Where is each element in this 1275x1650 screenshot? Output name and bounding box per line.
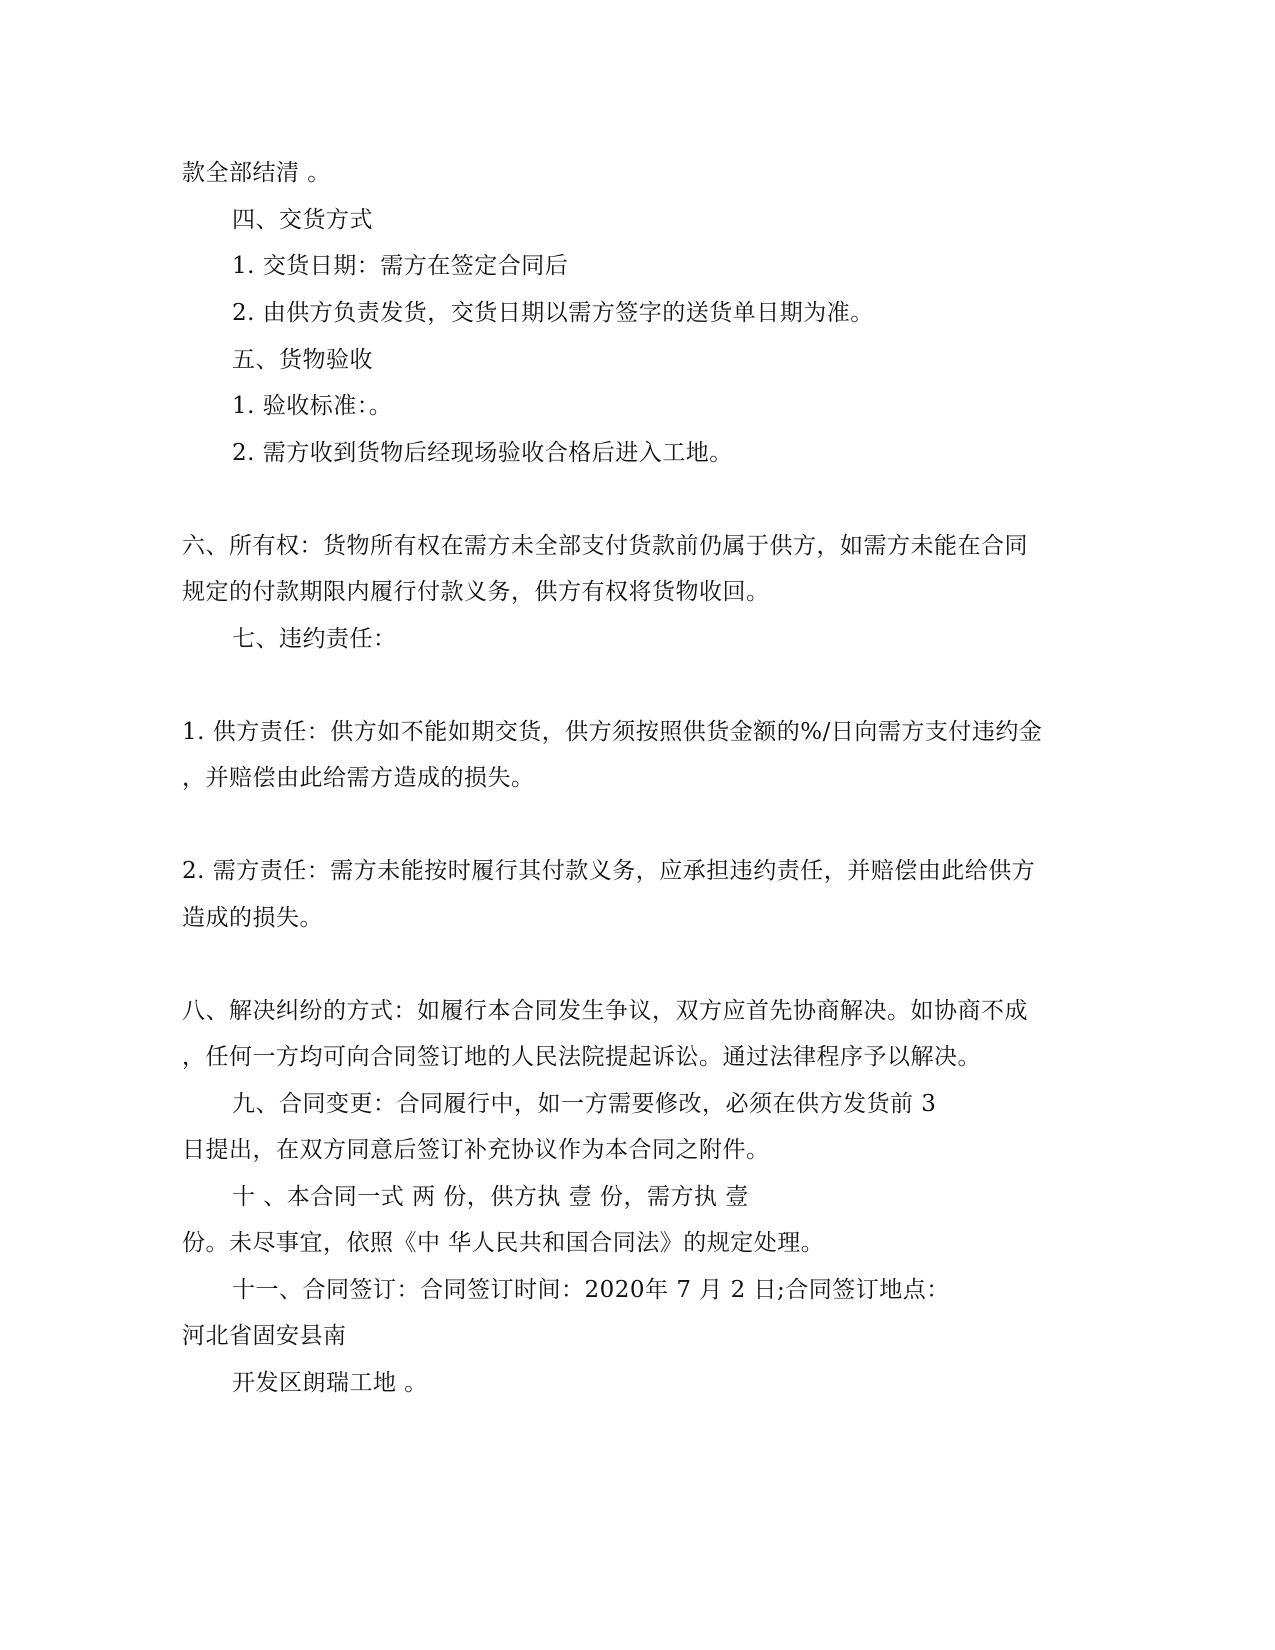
text-line: ，并赔偿由此给需方造成的损失。 bbox=[182, 765, 535, 791]
section-ownership: 六、所有权：货物所有权在需方未全部支付货款前仍属于供方，如需方未能在合同 bbox=[182, 533, 1028, 559]
text-line: 2. 由供方负责发货，交货日期以需方签字的送货单日期为准。 bbox=[232, 300, 874, 326]
section-signing: 十一、合同签订：合同签订时间：2020年 7 月 2 日;合同签订地点： bbox=[232, 1277, 950, 1303]
section-heading-liability: 七、违约责任： bbox=[232, 626, 397, 652]
text-line: 日提出，在双方同意后签订补充协议作为本合同之附件。 bbox=[182, 1137, 770, 1163]
text-line: 2. 需方收到货物后经现场验收合格后进入工地。 bbox=[232, 440, 733, 466]
text-line: 河北省固安县南 bbox=[182, 1323, 347, 1349]
section-copies: 十 、本合同一式 两 份，供方执 壹 份，需方执 壹 bbox=[232, 1184, 749, 1210]
section-disputes: 八、解决纠纷的方式：如履行本合同发生争议，双方应首先协商解决。如协商不成 bbox=[182, 998, 1028, 1024]
text-line: 1. 验收标准：。 bbox=[232, 393, 393, 419]
section-heading-inspection: 五、货物验收 bbox=[232, 347, 373, 373]
text-line: 开发区朗瑞工地 。 bbox=[232, 1370, 428, 1396]
text-line: 造成的损失。 bbox=[182, 905, 323, 931]
text-line: 份。未尽事宜，依照《中 华人民共和国合同法》的规定处理。 bbox=[182, 1230, 825, 1256]
text-line: 2. 需方责任：需方未能按时履行其付款义务，应承担违约责任，并赔偿由此给供方 bbox=[182, 858, 1036, 884]
text-line: 1. 交货日期：需方在签定合同后 bbox=[232, 253, 569, 279]
text-line: 款全部结清 。 bbox=[182, 160, 331, 186]
section-heading-delivery: 四、交货方式 bbox=[232, 207, 373, 233]
section-changes: 九、合同变更：合同履行中，如一方需要修改，必须在供方发货前 3 bbox=[232, 1091, 937, 1117]
text-line: 规定的付款期限内履行付款义务，供方有权将货物收回。 bbox=[182, 579, 770, 605]
text-line: 1. 供方责任：供方如不能如期交货，供方须按照供货金额的%/日向需方支付违约金 bbox=[182, 719, 1043, 745]
text-line: ，任何一方均可向合同签订地的人民法院提起诉讼。通过法律程序予以解决。 bbox=[182, 1044, 981, 1070]
